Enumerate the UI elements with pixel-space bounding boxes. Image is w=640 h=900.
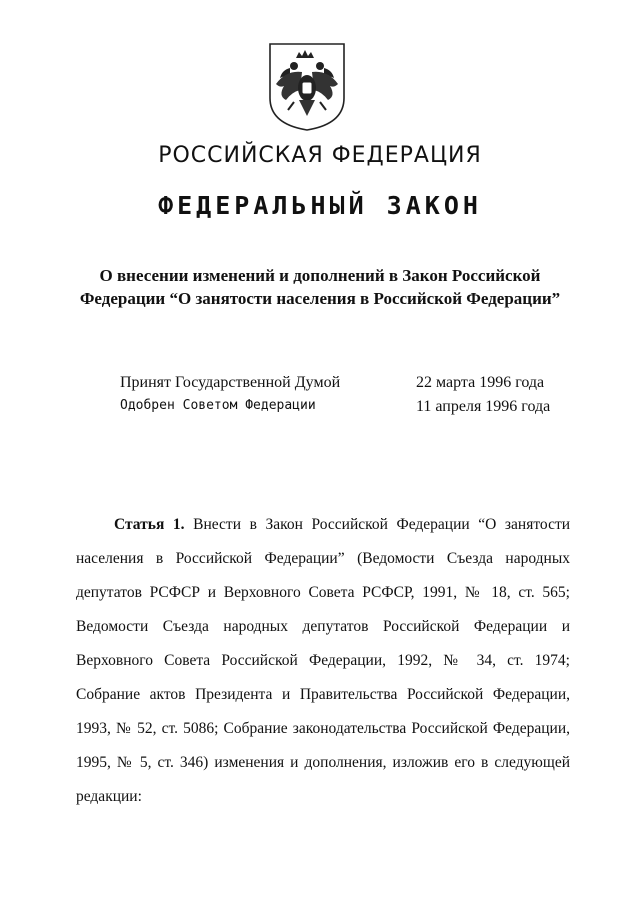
law-title-line: Федерации “О занятости населения в Российской Федерации” xyxy=(79,289,561,308)
article-line: 1995, № 5, ст. 346) изменения и дополнения, изложив его в следующей xyxy=(76,754,570,771)
adoption-date: 22 марта 1996 года xyxy=(416,374,545,391)
article-number: Статья 1. xyxy=(114,516,185,533)
article-line: редакции: xyxy=(76,788,142,805)
adoption-label: Одобрен Советом Федерации xyxy=(120,398,316,413)
article-line: населения в Российской Федерации” (Ведомости Съезда народных xyxy=(76,550,570,567)
adoption-duma xyxy=(120,374,562,396)
law-title-line: О внесении изменений и дополнений в Закон Российской xyxy=(99,266,541,285)
article-line: Ведомости Съезда народных депутатов Российской Федерации и xyxy=(76,618,570,635)
article-line: 1993, № 52, ст. 5086; Собрание законодательства Российской Федерации, xyxy=(76,720,570,737)
coat-of-arms-icon xyxy=(266,40,348,132)
article-line: депутатов РСФСР и Верховного Совета РСФСР, 1991, № 18, ст. 565; xyxy=(76,584,570,601)
adoption-date: 11 апреля 1996 года xyxy=(416,398,551,415)
document-type: ФЕДЕРАЛЬНЫЙ ЗАКОН xyxy=(158,191,482,220)
article-line: Собрание актов Президента и Правительства Российской Федерации, xyxy=(76,686,570,703)
adoption-federation-council xyxy=(120,398,562,420)
article-line xyxy=(76,508,570,542)
article-1 xyxy=(76,508,570,814)
country-name: РОССИЙСКАЯ ФЕДЕРАЦИЯ xyxy=(158,143,482,168)
article-text: Внести в Закон Российской Федерации “О занятости xyxy=(193,516,571,533)
adoption-label: Принят Государственной Думой xyxy=(120,374,341,391)
article-line: Верховного Совета Российской Федерации, 1992, № 34, ст. 1974; xyxy=(76,652,570,669)
law-title xyxy=(60,264,580,310)
